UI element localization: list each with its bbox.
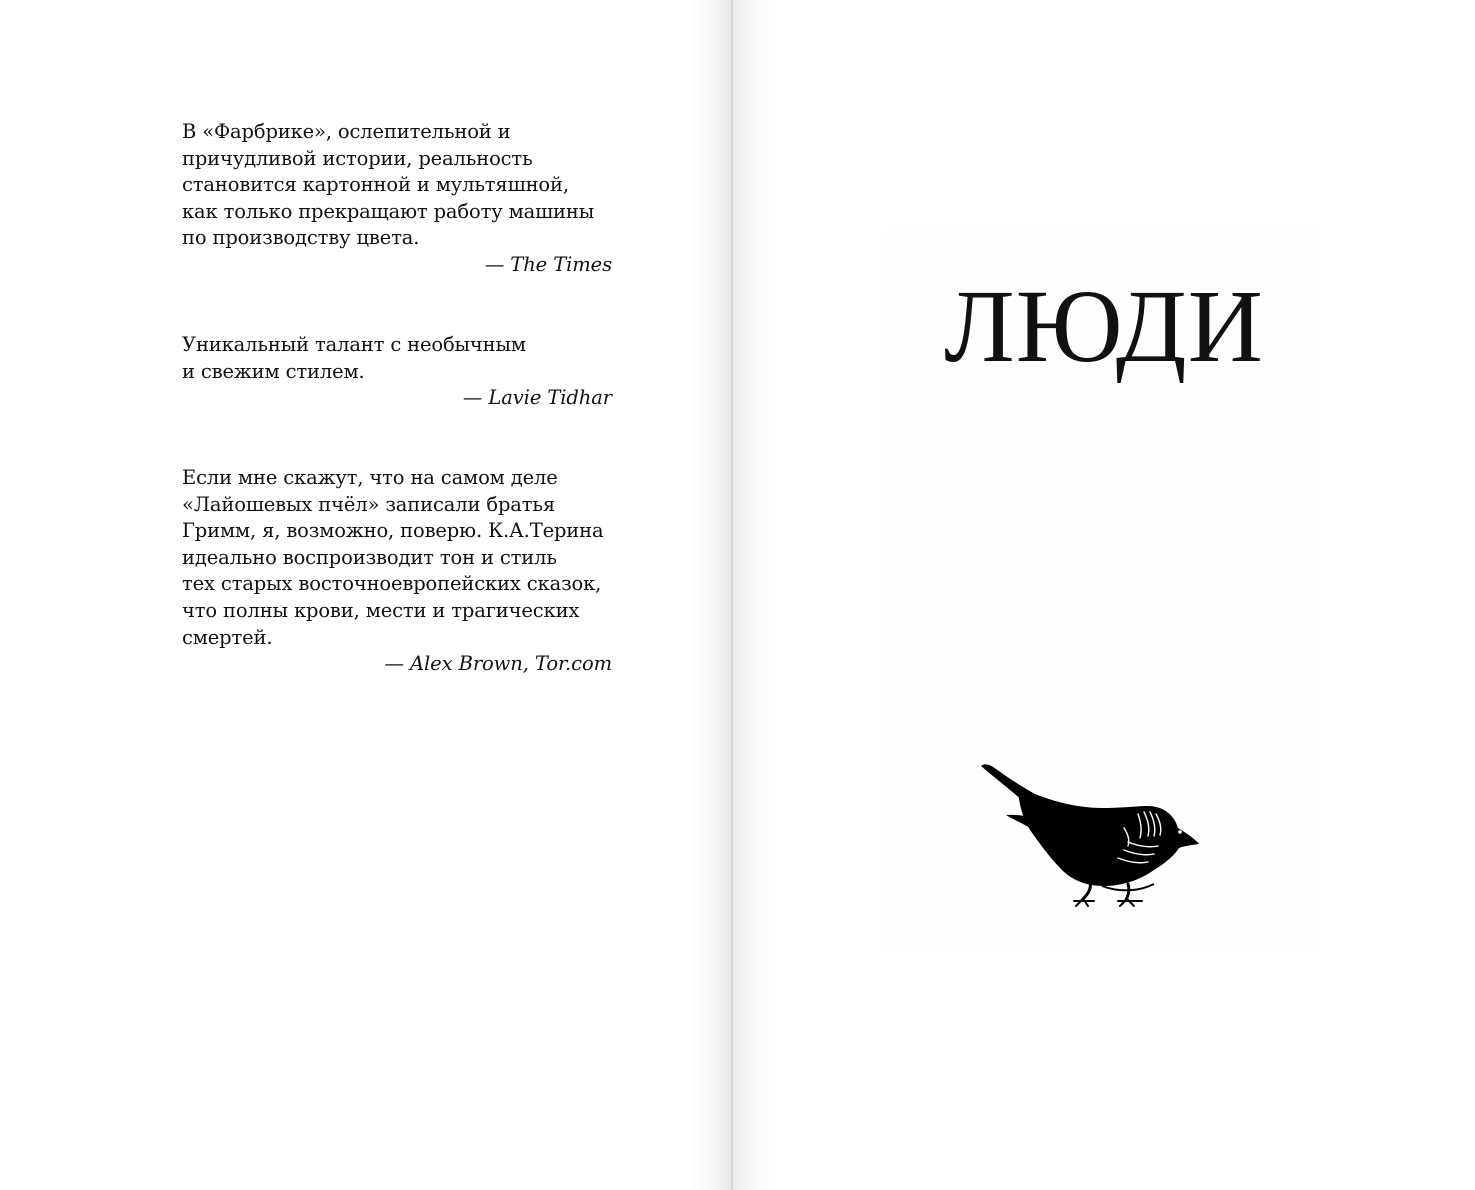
quote-text: Уникальный талант с необычным и свежим стилем. bbox=[182, 333, 526, 383]
quote-text: Если мне скажут, что на самом деле «Лайошевых пчёл» записали братья Гримм, я, возможно, поверю. К.А.Терина идеально воспроизводит тон и стиль тех старых восточноевропейских сказок, что полны крови, мести и трагических смертей. bbox=[182, 466, 604, 649]
quote-attribution: — Alex Brown, Tor.com bbox=[384, 652, 612, 676]
section-title: ЛЮДИ bbox=[944, 269, 1264, 384]
quote-text: В «Фарбрике», ослепительной и причудливой истории, реальность становится картонной и мультяшной, как только прекращают работу машины по производству цвета. bbox=[182, 120, 595, 250]
quote-attribution: — Lavie Tidhar bbox=[462, 386, 612, 410]
review-quote bbox=[182, 119, 612, 279]
review-quote bbox=[182, 465, 612, 678]
bird-illustration-icon bbox=[978, 760, 1203, 910]
quote-attribution: — The Times bbox=[484, 252, 612, 276]
review-quote bbox=[182, 332, 612, 412]
right-page[interactable] bbox=[733, 0, 1475, 1190]
left-page[interactable] bbox=[0, 0, 731, 1190]
